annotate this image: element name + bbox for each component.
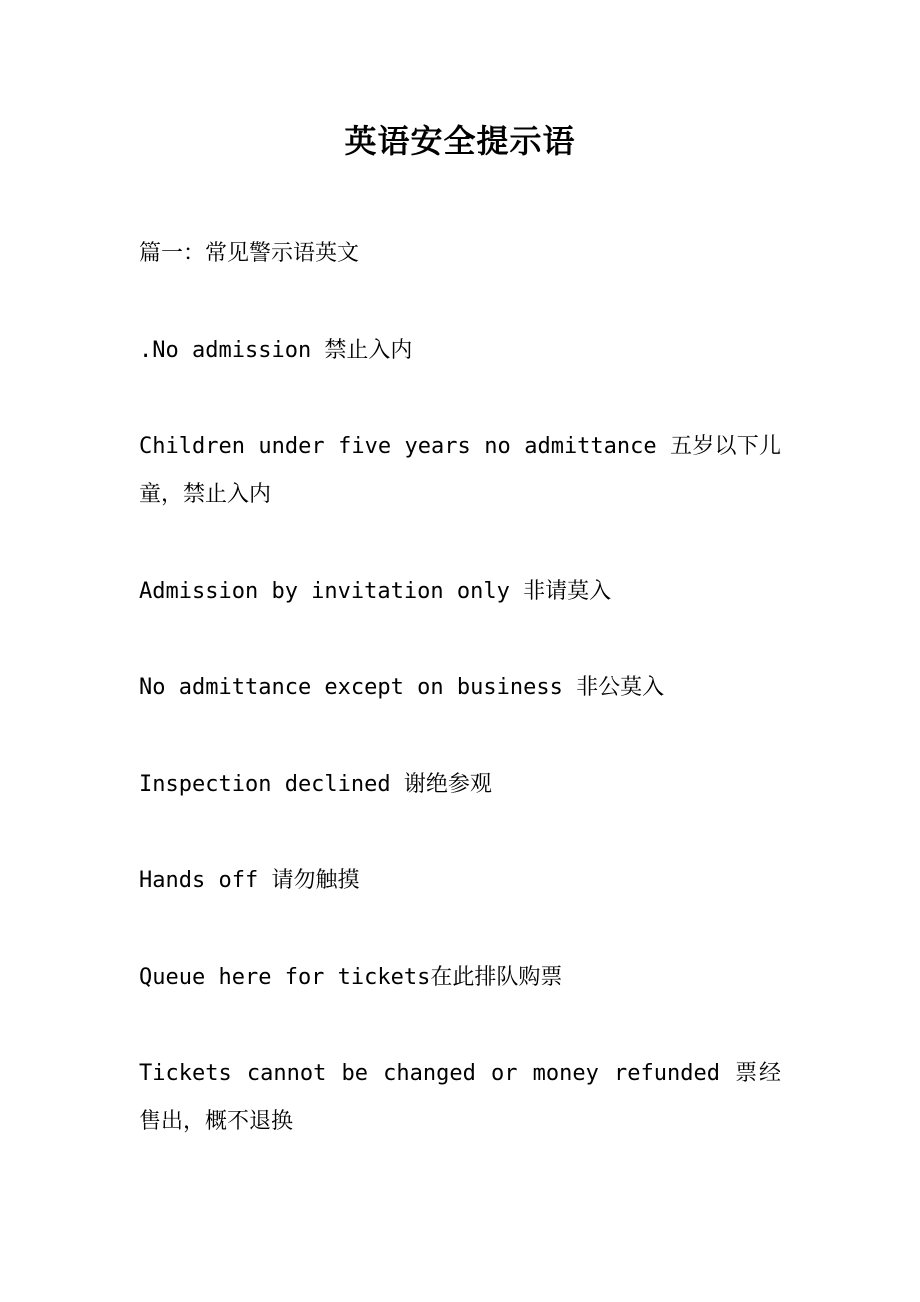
sign-phrase-invitation-only: Admission by invitation only 非请莫入 xyxy=(139,578,612,604)
sign-phrase-inspection-declined: Inspection declined 谢绝参观 xyxy=(139,771,492,797)
sign-phrase-no-admission: .No admission 禁止入内 xyxy=(139,337,413,363)
sign-phrase-except-on-business: No admittance except on business 非公莫入 xyxy=(139,675,665,700)
document-body xyxy=(139,230,781,1195)
document-title: 英语安全提示语 xyxy=(344,122,576,160)
sign-phrase-no-refund: Tickets cannot be changed or money refunded 票经售出，概不退换 xyxy=(139,1061,781,1134)
sign-phrase-children-under-five: Children under five years no admittance 五岁以下儿童，禁止入内 xyxy=(139,434,781,507)
sign-phrase-hands-off: Hands off 请勿触摸 xyxy=(139,868,360,893)
section-heading: 篇一：常见警示语英文 xyxy=(139,241,360,266)
sign-phrase-queue-for-tickets: Queue here for tickets在此排队购票 xyxy=(139,964,563,990)
